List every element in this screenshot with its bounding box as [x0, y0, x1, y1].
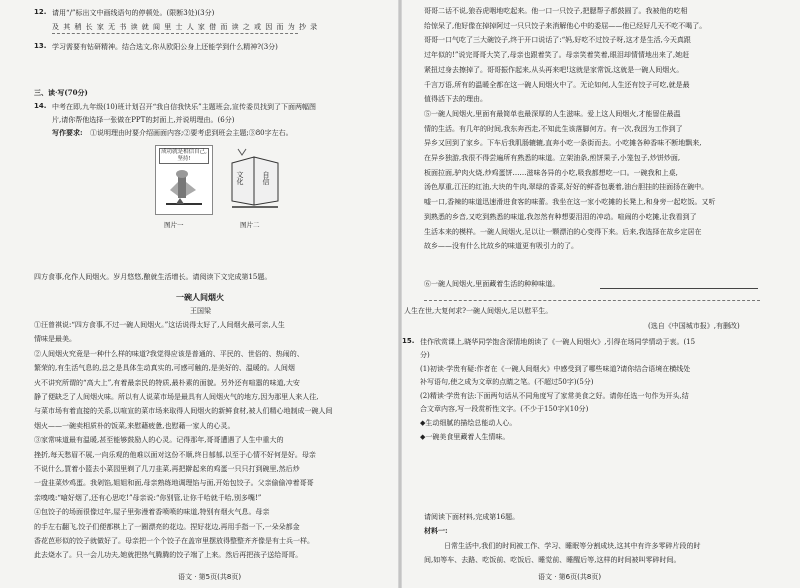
q15-option2: ◆一碗美食里藏着人生情味。	[420, 433, 510, 441]
paragraph6-prefix: ⑥一碗人间烟火,里面藏着生活的种种味道。	[424, 280, 560, 288]
article-line: 火不讲究所谓的“高大上”,有着最亲民的特质,最朴素的面貌。另外还有喧嚣的味道,大安	[34, 378, 300, 387]
q15-line2: 分)	[420, 351, 430, 359]
right-page	[400, 0, 800, 588]
paragraph6-blank[interactable]	[600, 288, 758, 289]
left-footer: 语文 · 第5页(共8页)	[178, 573, 242, 581]
figure-two-label: 图片二	[240, 221, 260, 229]
article-line: 千言万语,所有的温暖全都在这一碗人间烟火中了。无论如何,人生还有饺子可吃,就是最	[424, 80, 690, 89]
figure-two-illustration	[224, 145, 286, 213]
figure-two-word-confidence: 自信	[262, 171, 270, 185]
article-line: 过年似的!”说完哥哥大笑了,母亲也跟着笑了。母亲笑着笑着,眼泪却情情地出来了,她赶	[424, 51, 690, 60]
q12-text: 请用“/”标出文中画线语句的停顿处。(限断3处)(3分)	[52, 9, 215, 17]
q15-sub1-b: 补写语句,使之成为文章的点睛之笔。(不超过50字)(5分)	[420, 378, 594, 386]
article-line: 故乡——没有什么比故乡的味道更有吸引力的了。	[424, 242, 578, 251]
q15-sub2-a: (2)精读·学贵有法:下面两句话从不同角度写了家常美食之好。请你任选一句作为开头,结	[420, 392, 689, 400]
figure-one	[155, 145, 213, 215]
article-line: 情的生活。有几年的时间,我东奔西走,不知此生该落脚何方。有一次,我因为工作到了	[424, 124, 683, 133]
article-author: 王国梁	[190, 307, 211, 315]
article-line: 一盘韭菜炒鸡蛋。我剁馅,姐姐和面,母亲熟练地调理馅与面,开始包饺子。父亲偷偷冲着哥哥	[34, 479, 314, 488]
article-line: 哥哥二话不说,狼吞虎咽地吃起来。他一口一只饺子,把腮帮子都鼓圆了。我被他的吃相	[424, 7, 688, 15]
q15-sub1-a: (1)初读·学贵有疑:作者在《一碗人间烟火》中感受到了哪些味道?请你结合语境在横线处	[420, 365, 691, 373]
q12-sentence: 及 其 稍 长 家 无 书 读 就 闾 里 士 人 家 借 而 读 之 或 因 而 为 抄 录	[52, 23, 319, 31]
article-line: 紧扭过身去擦掉了。哥哥振作起来,从头再来吧!这就是家常饭,这就是一碗人间烟火。	[424, 65, 684, 74]
article-line: 香花芭形似的饺子就做好了。母亲把一个个饺子在盖帘里摆放得整整齐齐像是有士兵一样。	[34, 537, 314, 545]
q14-req-label: 写作要求:	[52, 128, 83, 137]
article-line: ④包饺子的场面很像过年,屋子里弥漫着香喷喷的味道,特别有烟火气息。母亲	[34, 508, 270, 517]
reading-intro: 四方食事,化作人间烟火。岁月悠悠,酿就生活增长。请阅读下文完成第15题。	[34, 273, 272, 281]
article-line: 哥哥一口气吃了三大碗饺子,终于开口说话了:“妈,好吃不过饺子呀,这才是生活,今天真跟	[424, 36, 691, 45]
figure-one-illustration	[156, 146, 212, 214]
article-line: 与菜市场有着直接的关系,以喧宣的菜市场来取得人间烟火的新鲜食材,被人们精心地制成一碗人间	[34, 407, 333, 416]
q15-number: 15.	[402, 337, 415, 345]
figure-two-word-culture: 文化	[236, 171, 244, 185]
article-line: ③家常味道最有温暖,甚至能够鼓励人的心灵。记得那年,哥哥遭遇了人生中重大的	[34, 436, 284, 445]
article-line: 给惊呆了,他好像在掉掉阿过一只只饺子来消解他心中的委屈——他已经好几天不吃不喝了。	[424, 21, 707, 30]
article-line: 在异乡独游,我很不得尝遍所有熟悉的味道。立架油条,煎饼果子,小笼包子,炒饼炒面,	[424, 154, 681, 162]
figure-two	[224, 145, 286, 213]
article-line: 不说什么,買着小篮去小菜园里剃了几刀韭菜,再把擀起来的鸡蛋一只只打到碗里,然后炒	[34, 465, 300, 473]
article-line: 值得活下去的理由。	[424, 95, 487, 104]
q15-sub2-b: 合文章内容,写一段赏析性文字。(不少于150字)(10分)	[420, 405, 589, 413]
article-line: ⑤一碗人间烟火,里面有最简单也最深厚的人生滋味。爱上这人间烟火,才能留住最温	[424, 109, 681, 118]
q15-line1: 佳作欣赏课上,晓华同学饱含深情地朗读了《一碗人间烟火》,引得在场同学情动于衷。(15	[420, 338, 696, 346]
q12-number: 12.	[34, 8, 47, 16]
paragraph6-line2: 人生在世,大复何求?一碗人间烟火,足以慰平生。	[404, 307, 553, 315]
q14-number: 14.	[34, 102, 47, 110]
article-line: 烟火——一碗卖相质朴的饭菜,来慰藉疲惫,也慰藉一家人的心灵。	[34, 421, 235, 430]
q14-req-text: ①说明理由时要介绍画面内容;②要考虑到班会主题;③80字左右。	[90, 129, 293, 137]
article-line: 此去烧水了。只一会儿功夫,她就把热气腾腾的饺子端了上来。然后再把孩子送给哥哥。	[34, 551, 303, 560]
q13-number: 13.	[34, 42, 47, 50]
article-line: 异乡又回到了家乡。下车后我肌肠辘辘,直奔小吃一条街而去。小吃摊各种香味不断地飘来,	[424, 139, 702, 148]
article-line: 板面拉面,驴肉火烧,炒鸡蛋饼……滋味各异的小吃,吸我都想吃一口。一碗我和上桌,	[424, 168, 678, 177]
q14-line1: 中考在即,九年级(10)班计划召开“我自信我快乐”主题班会,宣传委员找到了下面两幅图	[52, 103, 316, 111]
article-source: (选自《中国城市报》,有删改)	[648, 322, 740, 330]
article-line: 的手左右翻飞,饺子们便都棋上了一圈漂亮的花边。捏好花边,再用手指一下,一朵朵都金	[34, 522, 300, 531]
article-line: 汤色厚重,江汪的红油,大块的牛肉,翠绿的香菜,好好的鲜香包裹着,油台胆挂的挂面扬在碗中。	[424, 183, 709, 192]
figure-one-label: 图片一	[164, 221, 184, 229]
material-line1: 日常生活中,我们的时间被工作、学习、睡眠等分割成块,这其中有许多零碎片段的时	[444, 542, 701, 550]
article-line: ②人间烟火究竟是一种什么样的味道?我觉得应该是普通的、平民的、世俗的、热闹的、	[34, 349, 304, 358]
material-line2: 间,如等车、去路、吃饭前、吃饭后、睡觉前、睡醒后等,这样的时间被叫零碎时间。	[424, 556, 681, 564]
article-line: 情味是最美。	[34, 335, 76, 344]
q13-text: 学习需要有钻研精神。结合选文,你从欧阳公身上还能学到什么精神?(3分)	[52, 43, 278, 51]
article-line: 亲嗅嗅:“嗆好烟了,还有心思吃!”母亲说:“你别管,让你千哈就千哈,别多嘴!”	[34, 493, 262, 502]
q16-intro: 请阅读下面材料,完成第16题。	[424, 513, 520, 521]
article-line: 生活本来的模样。一碗人间烟火,足以让一颗漂泊的心变得下来。后来,我选择在故乡定居在	[424, 227, 702, 236]
article-line: 挫折,每天愁眉不展,一向乐观的他难以面对这份不顺,终日郁郁,以至于心情不好何是好。母亲	[34, 450, 316, 459]
article-line: 繁荣的,有生活气息的,总之是具体生动真实的,可感可触的,是美好的、温暖的。人间烟	[34, 364, 295, 373]
article-line: 到熟悉的乡音,又吃到熟悉的味道,我忽然有种想要泪泪的冲动。喧闹的小吃摊,让我看到了	[424, 212, 697, 221]
section-heading: 三、读·写(70分)	[34, 88, 88, 97]
material-label: 材料一:	[424, 526, 448, 535]
article-line: ①汪曾祺说:“四方食事,不过一碗人间烟火。”这话说得太好了,人间烟火最可亲,人生	[34, 321, 285, 329]
article-line: 嘘一口,香辣的味道迅速滑进食客的味蕾。我坐在这一家小吃摊的长凳上,和身旁一起吃饭。又听	[424, 198, 716, 207]
right-footer: 语文 · 第6页(共8页)	[538, 573, 602, 581]
q12-underline	[52, 33, 298, 34]
q15-option1: ◆生动细腻的描绘总能动人心。	[420, 419, 517, 427]
article-title: 一碗人间烟火	[176, 292, 224, 302]
paragraph6-blank-line2[interactable]	[424, 300, 760, 301]
q14-line2: 片,请你帮他选择一张做在PPT的封面上,并说明理由。(6分)	[52, 116, 235, 124]
figure-one-bubble: 成功就是相信自己,坚持!	[159, 148, 209, 164]
article-line: 静了便缺乏了人间烟火味。所以有人说菜市场是最具有人间烟火气的地方,因为那里人来人往,	[34, 393, 319, 401]
